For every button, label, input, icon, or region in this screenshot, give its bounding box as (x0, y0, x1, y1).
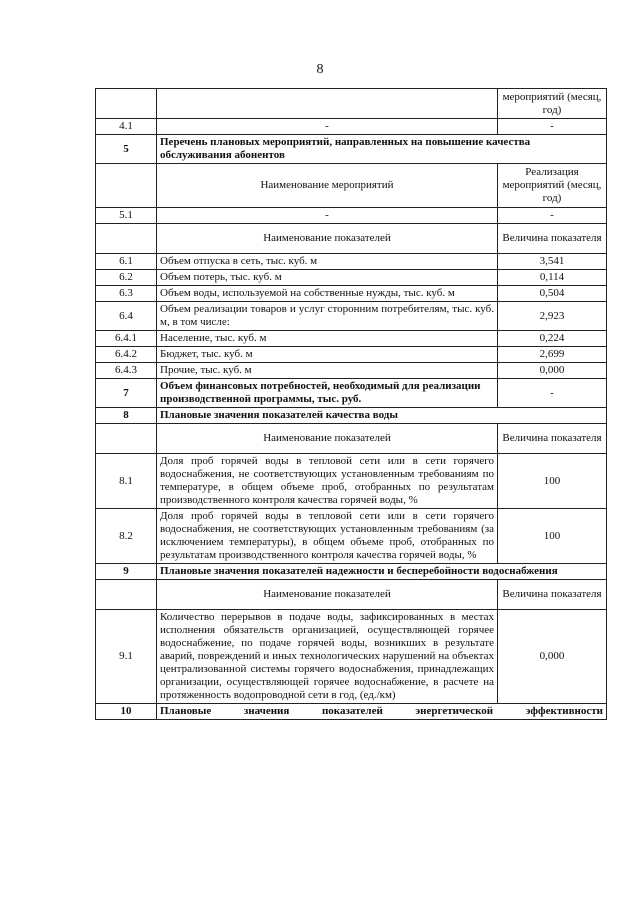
section-row (96, 564, 607, 580)
section-row (96, 379, 607, 408)
section-number: 5 (96, 135, 157, 164)
row-name: Население, тыс. куб. м (157, 331, 498, 347)
page-number: 8 (316, 62, 324, 77)
column-header-value: Величина показателя (498, 580, 607, 610)
table-row (96, 270, 607, 286)
table-row (96, 286, 607, 302)
section-title: Плановые значения показателей энергетической эффективности (157, 704, 607, 720)
row-value: 0,114 (498, 270, 607, 286)
row-number: 4.1 (96, 119, 157, 135)
row-value: - (498, 379, 607, 408)
row-value: 2,699 (498, 347, 607, 363)
row-name: Объем потерь, тыс. куб. м (157, 270, 498, 286)
row-number: 8.1 (96, 454, 157, 509)
row-number: 9.1 (96, 610, 157, 704)
row-name: Доля проб горячей воды в тепловой сети или в сети горячего водоснабжения, не соответствующих установленным требованиям по температуре, в общем объеме проб, отобранных по результатам производственного контроля качества горячей воды, % (157, 454, 498, 509)
section-number: 9 (96, 564, 157, 580)
row-name: - (157, 208, 498, 224)
row-number (96, 89, 157, 119)
column-header-name: Наименование показателей (157, 424, 498, 454)
row-value: 0,504 (498, 286, 607, 302)
column-header-row (96, 164, 607, 208)
row-value: - (498, 208, 607, 224)
section-row (96, 135, 607, 164)
row-number: 6.2 (96, 270, 157, 286)
row-value: 0,000 (498, 363, 607, 379)
table-row (96, 610, 607, 704)
column-header-value: Реализация мероприятий (месяц, год) (498, 164, 607, 208)
row-number: 6.3 (96, 286, 157, 302)
row-number (96, 164, 157, 208)
row-name: Количество перерывов в подаче воды, зафиксированных в местах исполнения обязательств организацией, осуществляющей горячее водоснабжение, по подаче горячей воды, возникших в результате аварий, повреждений и иных технологических нарушений на объектах централизованной системы горячего водоснабжения, принадлежащих организации, осуществляющей горячее водоснабжение, в расчете на протяженность водопроводной сети в год, (ед./км) (157, 610, 498, 704)
column-header-row (96, 224, 607, 254)
row-name: Бюджет, тыс. куб. м (157, 347, 498, 363)
section-title: Объем финансовых потребностей, необходимый для реализации производственной программы, тыс. руб. (157, 379, 498, 408)
section-row (96, 408, 607, 424)
column-header-row (96, 580, 607, 610)
column-header-name: Наименование показателей (157, 224, 498, 254)
section-number: 8 (96, 408, 157, 424)
row-number: 8.2 (96, 509, 157, 564)
row-number: 6.4.1 (96, 331, 157, 347)
row-name: Прочие, тыс. куб. м (157, 363, 498, 379)
section-title: Плановые значения показателей надежности и бесперебойности водоснабжения (157, 564, 607, 580)
column-header-name: Наименование мероприятий (157, 164, 498, 208)
program-table (95, 88, 607, 720)
section-number: 10 (96, 704, 157, 720)
row-name: Доля проб горячей воды в тепловой сети или в сети горячего водоснабжения, не соответствующих установленным требованиям (за исключением температуры), в общем объеме проб, отобранных по результатам производственного контроля качества горячей воды, % (157, 509, 498, 564)
row-name: Объем отпуска в сеть, тыс. куб. м (157, 254, 498, 270)
row-number: 6.4.2 (96, 347, 157, 363)
row-value: 2,923 (498, 302, 607, 331)
row-name: Объем воды, используемой на собственные нужды, тыс. куб. м (157, 286, 498, 302)
row-number (96, 224, 157, 254)
table-row (96, 454, 607, 509)
row-name: Объем реализации товаров и услуг сторонним потребителям, тыс. куб. м, в том числе: (157, 302, 498, 331)
column-header-value: Величина показателя (498, 424, 607, 454)
row-value: 100 (498, 454, 607, 509)
row-number: 6.4.3 (96, 363, 157, 379)
table-row (96, 509, 607, 564)
column-header-value: Величина показателя (498, 224, 607, 254)
row-name: - (157, 119, 498, 135)
row-value: 3,541 (498, 254, 607, 270)
table-row (96, 331, 607, 347)
table-row (96, 254, 607, 270)
row-number: 6.1 (96, 254, 157, 270)
row-value: - (498, 119, 607, 135)
row-number: 6.4 (96, 302, 157, 331)
table-row (96, 89, 607, 119)
row-name (157, 89, 498, 119)
row-value: 0,000 (498, 610, 607, 704)
column-header-row (96, 424, 607, 454)
section-title: Перечень плановых мероприятий, направленных на повышение качества обслуживания абонентов (157, 135, 607, 164)
table-row (96, 347, 607, 363)
table-row (96, 302, 607, 331)
section-title: Плановые значения показателей качества воды (157, 408, 607, 424)
table-row (96, 363, 607, 379)
row-number: 5.1 (96, 208, 157, 224)
row-value: мероприятий (месяц, год) (498, 89, 607, 119)
section-row (96, 704, 607, 720)
row-value: 0,224 (498, 331, 607, 347)
row-value: 100 (498, 509, 607, 564)
row-number (96, 580, 157, 610)
table-row (96, 119, 607, 135)
table-row (96, 208, 607, 224)
column-header-name: Наименование показателей (157, 580, 498, 610)
row-number (96, 424, 157, 454)
section-number: 7 (96, 379, 157, 408)
